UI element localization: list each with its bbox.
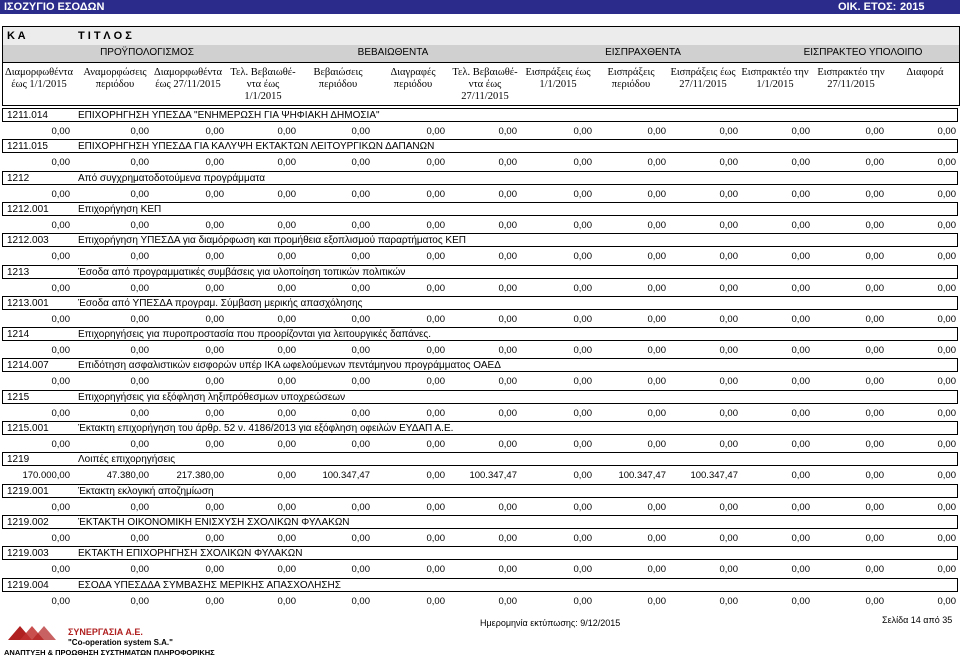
amount-cell: 47.380,00 — [106, 470, 149, 482]
amount-cell: 0,00 — [573, 219, 592, 231]
amount-cell: 0,00 — [277, 470, 296, 482]
amount-cell: 0,00 — [51, 595, 70, 607]
amount-cell: 0,00 — [205, 595, 224, 607]
amount-cell: 0,00 — [865, 313, 884, 325]
column-header: Διαμορφωθέντα έως 27/11/2015 — [153, 67, 223, 90]
column-header: Τελ. Βεβαιωθέ- ντα έως 1/1/2015 — [230, 67, 296, 102]
amount-cell: 0,00 — [205, 251, 224, 263]
amount-cell: 0,00 — [865, 407, 884, 419]
amount-cell: 0,00 — [573, 188, 592, 200]
amount-cell: 0,00 — [351, 313, 370, 325]
amount-cell: 0,00 — [277, 595, 296, 607]
amount-cell: 0,00 — [426, 376, 445, 388]
amount-cell: 0,00 — [130, 564, 149, 576]
amount-cell: 0,00 — [937, 313, 956, 325]
amount-cell: 0,00 — [130, 188, 149, 200]
amount-cell: 0,00 — [937, 439, 956, 450]
amount-cell: 0,00 — [573, 126, 592, 137]
amount-cell: 0,00 — [51, 313, 70, 325]
amount-cell: 0,00 — [865, 157, 884, 169]
amount-cell: 0,00 — [51, 376, 70, 388]
amount-cell: 0,00 — [351, 532, 370, 544]
amount-cell: 0,00 — [791, 501, 810, 513]
amount-cell: 0,00 — [426, 532, 445, 544]
amount-cell: 0,00 — [937, 345, 956, 357]
amount-cell: 0,00 — [865, 376, 884, 388]
account-title: Έκτακτη εκλογική αποζημίωση — [78, 485, 214, 497]
amount-cell: 0,00 — [277, 313, 296, 325]
amount-cell: 0,00 — [51, 282, 70, 294]
amount-cell: 0,00 — [573, 470, 592, 482]
amount-cell: 0,00 — [426, 313, 445, 325]
header-row-main — [3, 27, 959, 45]
amount-cell: 0,00 — [498, 219, 517, 231]
amount-cell: 0,00 — [351, 157, 370, 169]
amount-cell: 0,00 — [51, 345, 70, 357]
page-number: Σελίδα 14 από 35 — [882, 615, 953, 625]
amount-cell: 0,00 — [498, 376, 517, 388]
column-header: Βεβαιώσεις περιόδου — [313, 67, 363, 90]
report-title: ΙΣΟΖΥΓΙΟ ΕΣΟΔΩΝ — [4, 1, 105, 13]
amount-cell: 0,00 — [351, 501, 370, 513]
amount-cell: 0,00 — [647, 313, 666, 325]
amount-cell: 0,00 — [498, 313, 517, 325]
amount-cell: 0,00 — [719, 564, 738, 576]
account-title: ΕΣΟΔΑ ΥΠΕΣΔΔΑ ΣΥΜΒΑΣΗΣ ΜΕΡΙΚΗΣ ΑΠΑΣΧΟΛΗΣΗΣ — [78, 579, 341, 591]
account-title: ΕΠΙΧΟΡΗΓΗΣΗ ΥΠΕΣΔΑ "ΕΝΗΜΕΡΩΣΗ ΓΙΑ ΨΗΦΙΑΚΗ ΔΗΜΟΣΙΑ" — [78, 110, 380, 121]
amount-cell: 0,00 — [647, 251, 666, 263]
account-code: 1215.001 — [7, 423, 49, 434]
account-code: 1219.004 — [7, 579, 49, 591]
amount-cell: 0,00 — [351, 188, 370, 200]
account-title: Επιχορήγηση ΥΠΕΣΔΑ για διαμόρφωση και προμήθεια εξοπλισμού παραρτήματος ΚΕΠ — [78, 235, 466, 247]
column-header: Εισπράξεις περιόδου — [607, 67, 655, 90]
amount-cell: 0,00 — [573, 501, 592, 513]
account-title: ΕΚΤΑΚΤΗ ΕΠΙΧΟΡΗΓΗΣΗ ΣΧΟΛΙΚΩΝ ΦΥΛΑΚΩΝ — [78, 548, 303, 560]
amount-cell: 0,00 — [647, 439, 666, 450]
group-receivable: ΕΙΣΠΡΑΚΤΕΟ ΥΠΟΛΟΙΠΟ — [803, 47, 923, 58]
amount-cell: 0,00 — [426, 157, 445, 169]
amount-cell: 0,00 — [865, 439, 884, 450]
amount-cell: 0,00 — [130, 376, 149, 388]
amount-cell: 0,00 — [205, 407, 224, 419]
amount-cell: 0,00 — [573, 439, 592, 450]
amount-cell: 0,00 — [719, 188, 738, 200]
amount-cell: 0,00 — [791, 439, 810, 450]
amount-cell: 0,00 — [130, 532, 149, 544]
amount-cell: 0,00 — [937, 564, 956, 576]
amount-cell: 0,00 — [498, 126, 517, 137]
amount-cell: 0,00 — [205, 532, 224, 544]
amount-cell: 0,00 — [130, 345, 149, 357]
ka-header: Κ Α — [7, 30, 26, 42]
amount-cell: 0,00 — [130, 126, 149, 137]
amount-cell: 0,00 — [865, 595, 884, 607]
amount-cell: 0,00 — [205, 439, 224, 450]
amount-cell: 0,00 — [647, 407, 666, 419]
account-code: 1219.003 — [7, 548, 49, 560]
amount-cell: 0,00 — [719, 345, 738, 357]
amount-cell: 0,00 — [647, 345, 666, 357]
amount-cell: 0,00 — [719, 313, 738, 325]
account-code: 1214.007 — [7, 360, 49, 372]
amount-cell: 0,00 — [426, 407, 445, 419]
amount-cell: 0,00 — [51, 501, 70, 513]
account-title: Λοιπές επιχορηγήσεις — [78, 454, 176, 466]
account-code: 1219.001 — [7, 485, 49, 497]
amount-cell: 0,00 — [937, 470, 956, 482]
amount-cell: 0,00 — [205, 313, 224, 325]
amount-cell: 0,00 — [865, 188, 884, 200]
amount-cell: 0,00 — [937, 251, 956, 263]
amount-cell: 0,00 — [647, 501, 666, 513]
amount-cell: 0,00 — [277, 407, 296, 419]
fiscal-year: 2015 — [900, 1, 925, 13]
amount-cell: 0,00 — [647, 532, 666, 544]
amount-cell: 0,00 — [277, 564, 296, 576]
amount-cell: 0,00 — [865, 345, 884, 357]
amount-cell: 0,00 — [277, 282, 296, 294]
account-title: Έσοδα από προγραμματικές συμβάσεις για υλοποίηση τοπικών πολιτικών — [78, 266, 406, 278]
amount-cell: 0,00 — [573, 282, 592, 294]
account-title: ΕΠΙΧΟΡΗΓΗΣΗ ΥΠΕΣΔΑ ΓΙΑ ΚΑΛΥΨΗ ΕΚΤΑΚΤΩΝ ΛΕΙΤΟΥΡΓΙΚΩΝ ΔΑΠΑΝΩΝ — [78, 141, 435, 153]
amount-cell: 0,00 — [865, 470, 884, 482]
amount-cell: 0,00 — [573, 595, 592, 607]
amount-cell: 0,00 — [426, 501, 445, 513]
amount-cell: 0,00 — [719, 501, 738, 513]
amount-cell: 0,00 — [130, 251, 149, 263]
account-title: Επιδότηση ασφαλιστικών εισφορών υπέρ ΙΚΑ ωφελούμενων πεντάμηνου προγράμματος ΟΑΕΔ — [78, 360, 501, 372]
amount-cell: 0,00 — [351, 251, 370, 263]
amount-cell: 0,00 — [937, 188, 956, 200]
amount-cell: 0,00 — [205, 219, 224, 231]
amount-cell: 0,00 — [865, 282, 884, 294]
amount-cell: 0,00 — [426, 219, 445, 231]
amount-cell: 0,00 — [351, 219, 370, 231]
account-code: 1212.003 — [7, 235, 49, 247]
amount-cell: 0,00 — [937, 501, 956, 513]
group-assessed: ΒΕΒΑΙΩΘΕΝΤΑ — [357, 47, 429, 58]
column-header: Εισπρακτέο την 1/1/2015 — [741, 67, 809, 90]
amount-cell: 0,00 — [130, 313, 149, 325]
amount-cell: 0,00 — [498, 501, 517, 513]
amount-cell: 0,00 — [791, 564, 810, 576]
amount-cell: 0,00 — [719, 532, 738, 544]
amount-cell: 0,00 — [205, 282, 224, 294]
column-header: Διαμορφωθέντα έως 1/1/2015 — [4, 67, 74, 90]
amount-cell: 0,00 — [573, 345, 592, 357]
column-header: Διαφορά — [906, 67, 944, 78]
account-title: Έσοδα από ΥΠΕΣΔΑ προγραμ. Σύμβαση μερικής απασχόλησης — [78, 297, 363, 309]
account-code: 1219 — [7, 454, 30, 466]
fiscal-year-label: ΟΙΚ. ΕΤΟΣ: — [838, 1, 897, 13]
amount-cell: 0,00 — [573, 157, 592, 169]
account-code: 1213 — [7, 266, 30, 278]
amount-cell: 100.347,47 — [618, 470, 666, 482]
account-title: Επιχορηγήσεις για πυροπροστασία που προορίζονται για λειτουργικές δαπάνες. — [78, 329, 432, 341]
table-header — [2, 26, 960, 106]
amount-cell: 0,00 — [865, 532, 884, 544]
amount-cell: 0,00 — [498, 532, 517, 544]
group-collected: ΕΙΣΠΡΑΧΘΕΝΤΑ — [605, 47, 681, 58]
amount-cell: 0,00 — [351, 126, 370, 137]
amount-cell: 0,00 — [351, 407, 370, 419]
amount-cell: 0,00 — [791, 470, 810, 482]
company-tagline: ΑΝΑΠΤΥΞΗ & ΠΡΟΩΘΗΣΗ ΣΥΣΤΗΜΑΤΩΝ ΠΛΗΡΟΦΟΡΙΚΗΣ — [4, 648, 215, 657]
column-header: Τελ. Βεβαιωθέ- ντα έως 27/11/2015 — [452, 67, 518, 102]
amount-cell: 0,00 — [647, 157, 666, 169]
amount-cell: 0,00 — [277, 345, 296, 357]
amount-cell: 0,00 — [937, 595, 956, 607]
amount-cell: 0,00 — [51, 188, 70, 200]
column-header: Αναμορφώσεις περιόδου — [83, 67, 147, 90]
amount-cell: 0,00 — [573, 251, 592, 263]
amount-cell: 0,00 — [130, 595, 149, 607]
amount-cell: 170.000,00 — [22, 470, 70, 482]
amount-cell: 0,00 — [498, 188, 517, 200]
amount-cell: 0,00 — [647, 188, 666, 200]
amount-cell: 0,00 — [130, 439, 149, 450]
amount-cell: 0,00 — [205, 157, 224, 169]
amount-cell: 0,00 — [351, 439, 370, 450]
amount-cell: 0,00 — [205, 564, 224, 576]
amount-cell: 0,00 — [426, 251, 445, 263]
amount-cell: 0,00 — [426, 345, 445, 357]
amount-cell: 0,00 — [573, 532, 592, 544]
account-title: Επιχορήγηση ΚΕΠ — [78, 203, 162, 215]
report-title-bar — [0, 0, 960, 14]
amount-cell: 0,00 — [426, 439, 445, 450]
account-code: 1219.002 — [7, 516, 49, 528]
amount-cell: 0,00 — [937, 407, 956, 419]
amount-cell: 0,00 — [865, 251, 884, 263]
amount-cell: 0,00 — [205, 376, 224, 388]
amount-cell: 0,00 — [130, 407, 149, 419]
amount-cell: 0,00 — [865, 219, 884, 231]
amount-cell: 0,00 — [719, 251, 738, 263]
amount-cell: 0,00 — [865, 126, 884, 137]
amount-cell: 0,00 — [573, 313, 592, 325]
amount-cell: 0,00 — [937, 157, 956, 169]
column-header: Εισπράξεις έως 1/1/2015 — [525, 67, 591, 90]
amount-cell: 0,00 — [498, 564, 517, 576]
amount-cell: 0,00 — [277, 219, 296, 231]
amount-cell: 0,00 — [937, 282, 956, 294]
amount-cell: 0,00 — [937, 126, 956, 137]
amount-cell: 0,00 — [647, 564, 666, 576]
amount-cell: 0,00 — [426, 126, 445, 137]
amount-cell: 0,00 — [51, 532, 70, 544]
amount-cell: 0,00 — [51, 407, 70, 419]
amount-cell: 0,00 — [351, 345, 370, 357]
amount-cell: 0,00 — [277, 126, 296, 137]
amount-cell: 0,00 — [51, 251, 70, 263]
amount-cell: 0,00 — [647, 595, 666, 607]
amount-cell: 0,00 — [719, 439, 738, 450]
amount-cell: 0,00 — [498, 345, 517, 357]
amount-cell: 217.380,00 — [176, 470, 224, 482]
amount-cell: 0,00 — [277, 532, 296, 544]
account-title: ΈΚΤΑΚΤΗ ΟΙΚΟΝΟΜΙΚΗ ΕΝΙΣΧΥΣΗ ΣΧΟΛΙΚΩΝ ΦΥΛΑΚΩΝ — [78, 516, 350, 528]
amount-cell: 0,00 — [719, 157, 738, 169]
account-code: 1212 — [7, 172, 30, 184]
amount-cell: 0,00 — [351, 564, 370, 576]
amount-cell: 0,00 — [351, 282, 370, 294]
amount-cell: 0,00 — [51, 219, 70, 231]
amount-cell: 0,00 — [719, 126, 738, 137]
amount-cell: 0,00 — [647, 126, 666, 137]
amount-cell: 0,00 — [719, 282, 738, 294]
amount-cell: 0,00 — [498, 595, 517, 607]
amount-cell: 0,00 — [426, 595, 445, 607]
amount-cell: 0,00 — [498, 439, 517, 450]
amount-cell: 0,00 — [205, 501, 224, 513]
account-title: Από συγχρηματοδοτούμενα προγράμματα — [78, 172, 266, 184]
company-name: ΣΥΝΕΡΓΑΣΙΑ Α.Ε. — [68, 627, 143, 637]
account-code: 1211.015 — [7, 141, 48, 153]
amount-cell: 0,00 — [865, 564, 884, 576]
amount-cell: 0,00 — [791, 282, 810, 294]
amount-cell: 0,00 — [426, 282, 445, 294]
amount-cell: 0,00 — [791, 345, 810, 357]
amount-cell: 0,00 — [791, 407, 810, 419]
amount-cell: 0,00 — [647, 376, 666, 388]
amount-cell: 0,00 — [426, 470, 445, 482]
amount-cell: 0,00 — [791, 251, 810, 263]
titlos-header: Τ Ι Τ Λ Ο Σ — [78, 30, 132, 42]
amount-cell: 0,00 — [573, 376, 592, 388]
amount-cell: 0,00 — [647, 219, 666, 231]
amount-cell: 0,00 — [498, 157, 517, 169]
amount-cell: 0,00 — [573, 407, 592, 419]
company-name-en: "Co-operation system S.A." — [68, 638, 173, 647]
amount-cell: 0,00 — [573, 564, 592, 576]
amount-cell: 0,00 — [791, 313, 810, 325]
amount-cell: 0,00 — [351, 595, 370, 607]
amount-cell: 0,00 — [426, 188, 445, 200]
amount-cell: 0,00 — [130, 219, 149, 231]
amount-cell: 0,00 — [51, 564, 70, 576]
amount-cell: 100.347,47 — [690, 470, 738, 482]
amount-cell: 0,00 — [937, 376, 956, 388]
amount-cell: 0,00 — [719, 219, 738, 231]
amount-cell: 0,00 — [719, 407, 738, 419]
account-code: 1211.014 — [7, 110, 48, 121]
amount-cell: 0,00 — [865, 501, 884, 513]
amount-cell: 0,00 — [498, 251, 517, 263]
amount-cell: 0,00 — [791, 376, 810, 388]
amount-cell: 0,00 — [791, 126, 810, 137]
header-row-groups — [3, 45, 959, 63]
column-header: Εισπράξεις έως 27/11/2015 — [670, 67, 736, 90]
print-date: Ημερομηνία εκτύπωσης: 9/12/2015 — [480, 618, 621, 628]
amount-cell: 0,00 — [277, 157, 296, 169]
amount-cell: 0,00 — [791, 595, 810, 607]
amount-cell: 0,00 — [51, 439, 70, 450]
account-code: 1213.001 — [7, 297, 49, 309]
amount-cell: 0,00 — [277, 376, 296, 388]
amount-cell: 0,00 — [719, 595, 738, 607]
amount-cell: 0,00 — [351, 376, 370, 388]
amount-cell: 0,00 — [277, 188, 296, 200]
amount-cell: 100.347,47 — [469, 470, 517, 482]
amount-cell: 0,00 — [205, 126, 224, 137]
column-header: Διαγραφές περιόδου — [390, 67, 436, 90]
account-code: 1215 — [7, 391, 30, 403]
amount-cell: 0,00 — [791, 157, 810, 169]
amount-cell: 0,00 — [791, 532, 810, 544]
amount-cell: 0,00 — [937, 219, 956, 231]
amount-cell: 0,00 — [647, 282, 666, 294]
account-code: 1212.001 — [7, 203, 49, 215]
amount-cell: 0,00 — [277, 439, 296, 450]
column-header: Εισπρακτέο την 27/11/2015 — [817, 67, 885, 90]
amount-cell: 0,00 — [51, 126, 70, 137]
group-budget: ΠΡΟΫΠΟΛΟΓΙΣΜΟΣ — [100, 47, 194, 58]
amount-cell: 0,00 — [130, 501, 149, 513]
amount-cell: 0,00 — [791, 219, 810, 231]
amount-cell: 0,00 — [205, 345, 224, 357]
amount-cell: 0,00 — [277, 251, 296, 263]
account-title: Επιχορηγήσεις για εξόφληση ληξιπρόθεσμων υποχρεώσεων — [78, 391, 346, 403]
amount-cell: 0,00 — [937, 532, 956, 544]
account-title: Έκτακτη επιχορήγηση του άρθρ. 52 ν. 4186/2013 για εξόφληση οφειλών ΕΥΔΑΠ Α.Ε. — [78, 423, 454, 434]
amount-cell: 0,00 — [498, 282, 517, 294]
amount-cell: 0,00 — [791, 188, 810, 200]
amount-cell: 0,00 — [719, 376, 738, 388]
amount-cell: 0,00 — [498, 407, 517, 419]
amount-cell: 0,00 — [51, 157, 70, 169]
amount-cell: 0,00 — [130, 157, 149, 169]
account-code: 1214 — [7, 329, 30, 341]
amount-cell: 0,00 — [426, 564, 445, 576]
amount-cell: 0,00 — [205, 188, 224, 200]
amount-cell: 100.347,47 — [322, 470, 370, 482]
amount-cell: 0,00 — [277, 501, 296, 513]
amount-cell: 0,00 — [130, 282, 149, 294]
